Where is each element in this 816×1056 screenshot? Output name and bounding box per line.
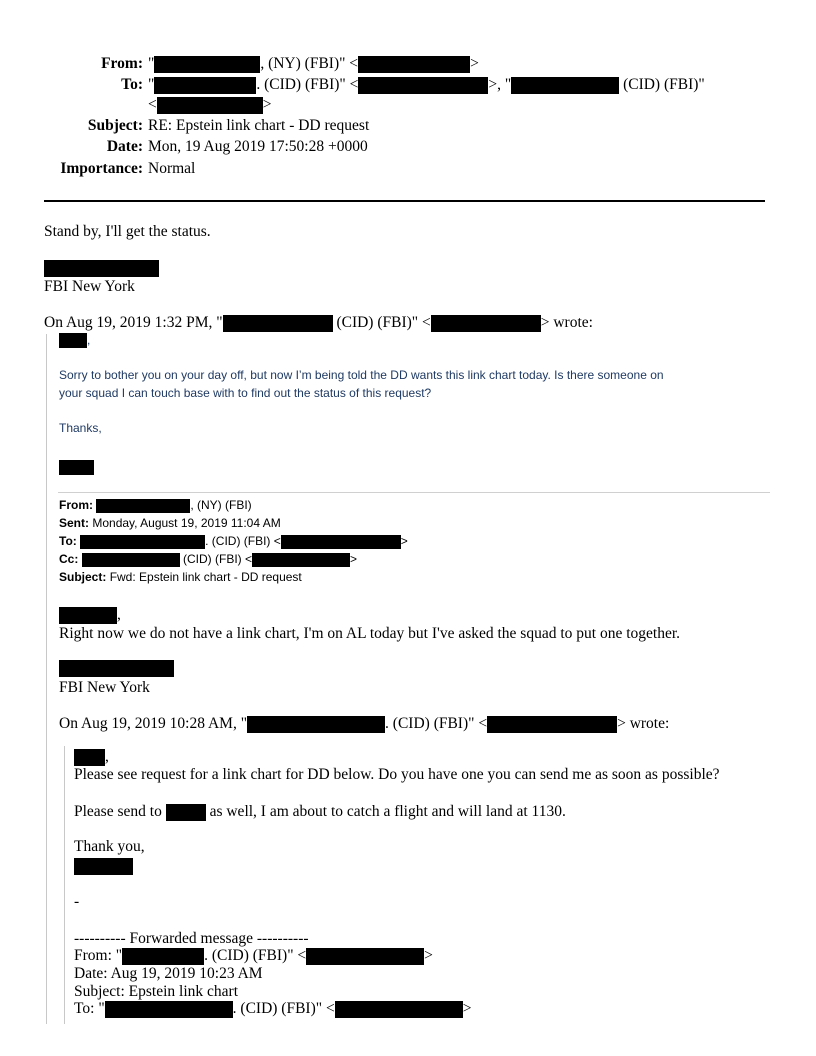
- importance-value: Normal: [148, 160, 196, 177]
- subject-label: Subject:: [87, 117, 143, 134]
- quote-bar-inner: [64, 746, 65, 1024]
- ol-cc-label: Cc:: [59, 552, 79, 566]
- quote1-intro: On Aug 19, 2019 1:32 PM, " (CID) (FBI)" < > wrote:: [44, 314, 593, 331]
- redaction: [59, 660, 174, 677]
- q1-paragraph-line2: your squad I can touch base with to find out the status of this request?: [59, 386, 432, 400]
- q1-paragraph-line1: Sorry to bother you on your day off, but now I’m being told the DD wants this link chart today. Is there someone on: [59, 368, 664, 382]
- redaction: [59, 333, 87, 348]
- fwd-to: To: " . (CID) (FBI)" < >: [74, 1000, 472, 1017]
- to-value: " . (CID) (FBI)" < >, " (CID) (FBI)": [148, 76, 705, 93]
- q1-thanks: Thanks,: [59, 421, 102, 435]
- redaction: [157, 97, 263, 114]
- fwd-divider: ---------- Forwarded message ----------: [74, 930, 309, 947]
- redaction: [166, 804, 206, 821]
- redaction: [122, 948, 204, 965]
- to-value-continued: < >: [148, 96, 272, 113]
- q2-paragraph: Right now we do not have a link chart, I'm on AL today but I've asked the squad to put one together.: [59, 625, 681, 642]
- ol-cc-row: Cc: (CID) (FBI) < >: [59, 552, 358, 566]
- q2-signature-office: FBI New York: [59, 679, 150, 696]
- q2-greeting: ,: [59, 606, 121, 624]
- date-label: Date:: [106, 138, 143, 155]
- to-label: To:: [121, 76, 143, 93]
- redaction: [154, 56, 260, 73]
- q3-paragraph1: Please see request for a link chart for DD below. Do you have one you can send me as soon as possible?: [74, 766, 720, 783]
- ol-to-row: To: . (CID) (FBI) < >: [59, 534, 408, 548]
- q1-signature: [59, 458, 94, 476]
- redaction: [252, 553, 350, 567]
- redaction: [74, 858, 133, 875]
- signature-name: [44, 259, 159, 277]
- importance-label: Importance:: [60, 160, 143, 177]
- q3-signature: [74, 857, 133, 875]
- q2-signature-name: [59, 659, 174, 677]
- fwd-subject: Subject: Epstein link chart: [74, 983, 239, 1000]
- redaction: [74, 749, 105, 766]
- q1-greeting: ,: [59, 333, 90, 348]
- redaction: [358, 56, 470, 73]
- subject-value: RE: Epstein link chart - DD request: [148, 117, 370, 134]
- header-separator: [44, 200, 765, 202]
- quote-bar-outer: [46, 334, 47, 1024]
- q3-greeting: ,: [74, 748, 109, 766]
- ol-sent-label: Sent:: [59, 516, 89, 530]
- signature-office: FBI New York: [44, 278, 135, 295]
- redaction: [44, 260, 159, 277]
- ol-subject-row: Subject: Fwd: Epstein link chart - DD request: [59, 570, 302, 584]
- redaction: [154, 77, 256, 94]
- q3-dash: -: [74, 893, 80, 910]
- ol-from-label: From:: [59, 498, 93, 512]
- fwd-from: From: " . (CID) (FBI)" < >: [74, 947, 433, 964]
- reply-text: Stand by, I'll get the status.: [44, 223, 211, 240]
- redaction: [306, 948, 424, 965]
- date-value: Mon, 19 Aug 2019 17:50:28 +0000: [148, 138, 368, 155]
- redaction: [59, 460, 94, 475]
- redaction: [247, 716, 385, 733]
- redaction: [82, 553, 180, 567]
- redaction: [105, 1001, 233, 1018]
- outlook-header-separator: [58, 492, 770, 493]
- ol-sent-row: Sent: Monday, August 19, 2019 11:04 AM: [59, 516, 281, 530]
- q3-paragraph2: Please send to as well, I am about to catch a flight and will land at 1130.: [74, 803, 566, 820]
- from-label: From:: [101, 55, 143, 72]
- redaction: [281, 535, 401, 549]
- redaction: [80, 535, 205, 549]
- ol-from-row: From: , (NY) (FBI): [59, 498, 252, 512]
- redaction: [358, 77, 488, 94]
- redaction: [431, 315, 541, 332]
- from-value: " , (NY) (FBI)" < >: [148, 55, 479, 72]
- q3-thanks: Thank you,: [74, 838, 145, 855]
- redaction: [335, 1001, 463, 1018]
- redaction: [59, 607, 117, 624]
- redaction: [223, 315, 333, 332]
- fwd-date: Date: Aug 19, 2019 10:23 AM: [74, 965, 263, 982]
- quote2-intro: On Aug 19, 2019 10:28 AM, " . (CID) (FBI)" < > wrote:: [59, 715, 670, 732]
- redaction: [487, 716, 617, 733]
- redaction: [511, 77, 619, 94]
- redaction: [96, 499, 190, 513]
- ol-subject-label: Subject:: [59, 570, 107, 584]
- ol-to-label: To:: [59, 534, 77, 548]
